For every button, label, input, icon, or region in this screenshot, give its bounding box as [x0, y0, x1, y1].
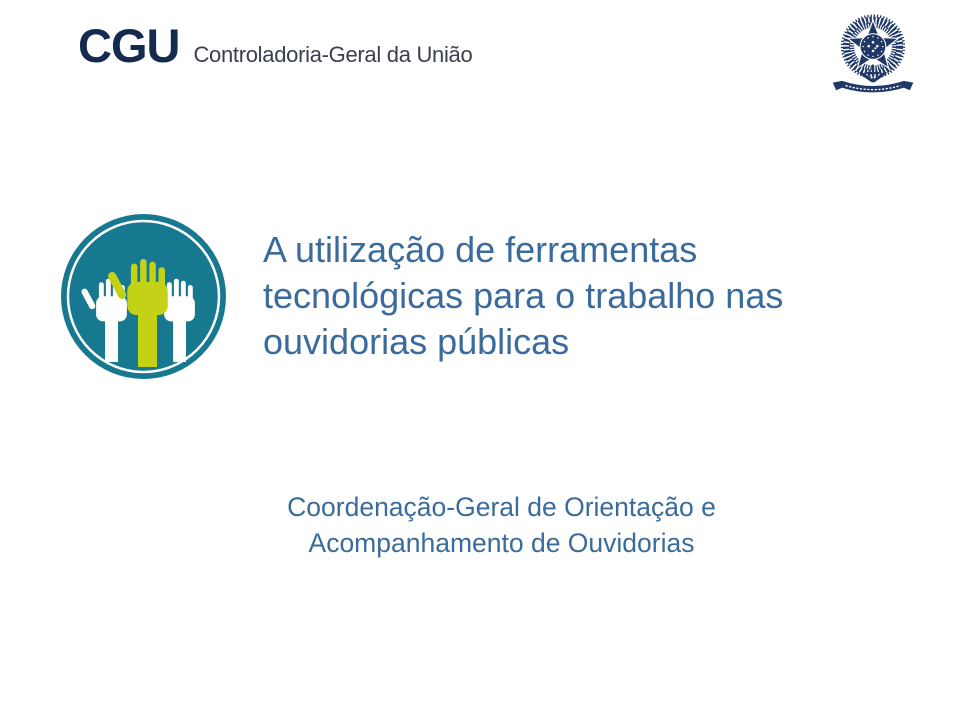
brazil-coat-of-arms-icon: [830, 8, 916, 104]
coat-of-arms-svg: [830, 8, 916, 104]
raised-hands-svg: [61, 214, 226, 379]
cgu-logo-acronym: CGU: [78, 19, 180, 72]
title-line-1: A utilização de ferramentas: [263, 229, 698, 270]
title-line-3: ouvidorias públicas: [263, 321, 570, 362]
title-line-2: tecnológicas para o trabalho nas: [263, 275, 784, 316]
cgu-logo: [78, 19, 473, 72]
slide-title: [263, 227, 903, 365]
subtitle-line-1: Coordenação-Geral de Orientação e: [287, 492, 716, 522]
subtitle-line-2: Acompanhamento de Ouvidorias: [308, 528, 695, 558]
slide-subtitle: [263, 489, 740, 561]
raised-hands-icon: [61, 214, 226, 379]
cgu-logo-name: Controladoria-Geral da União: [193, 42, 473, 67]
